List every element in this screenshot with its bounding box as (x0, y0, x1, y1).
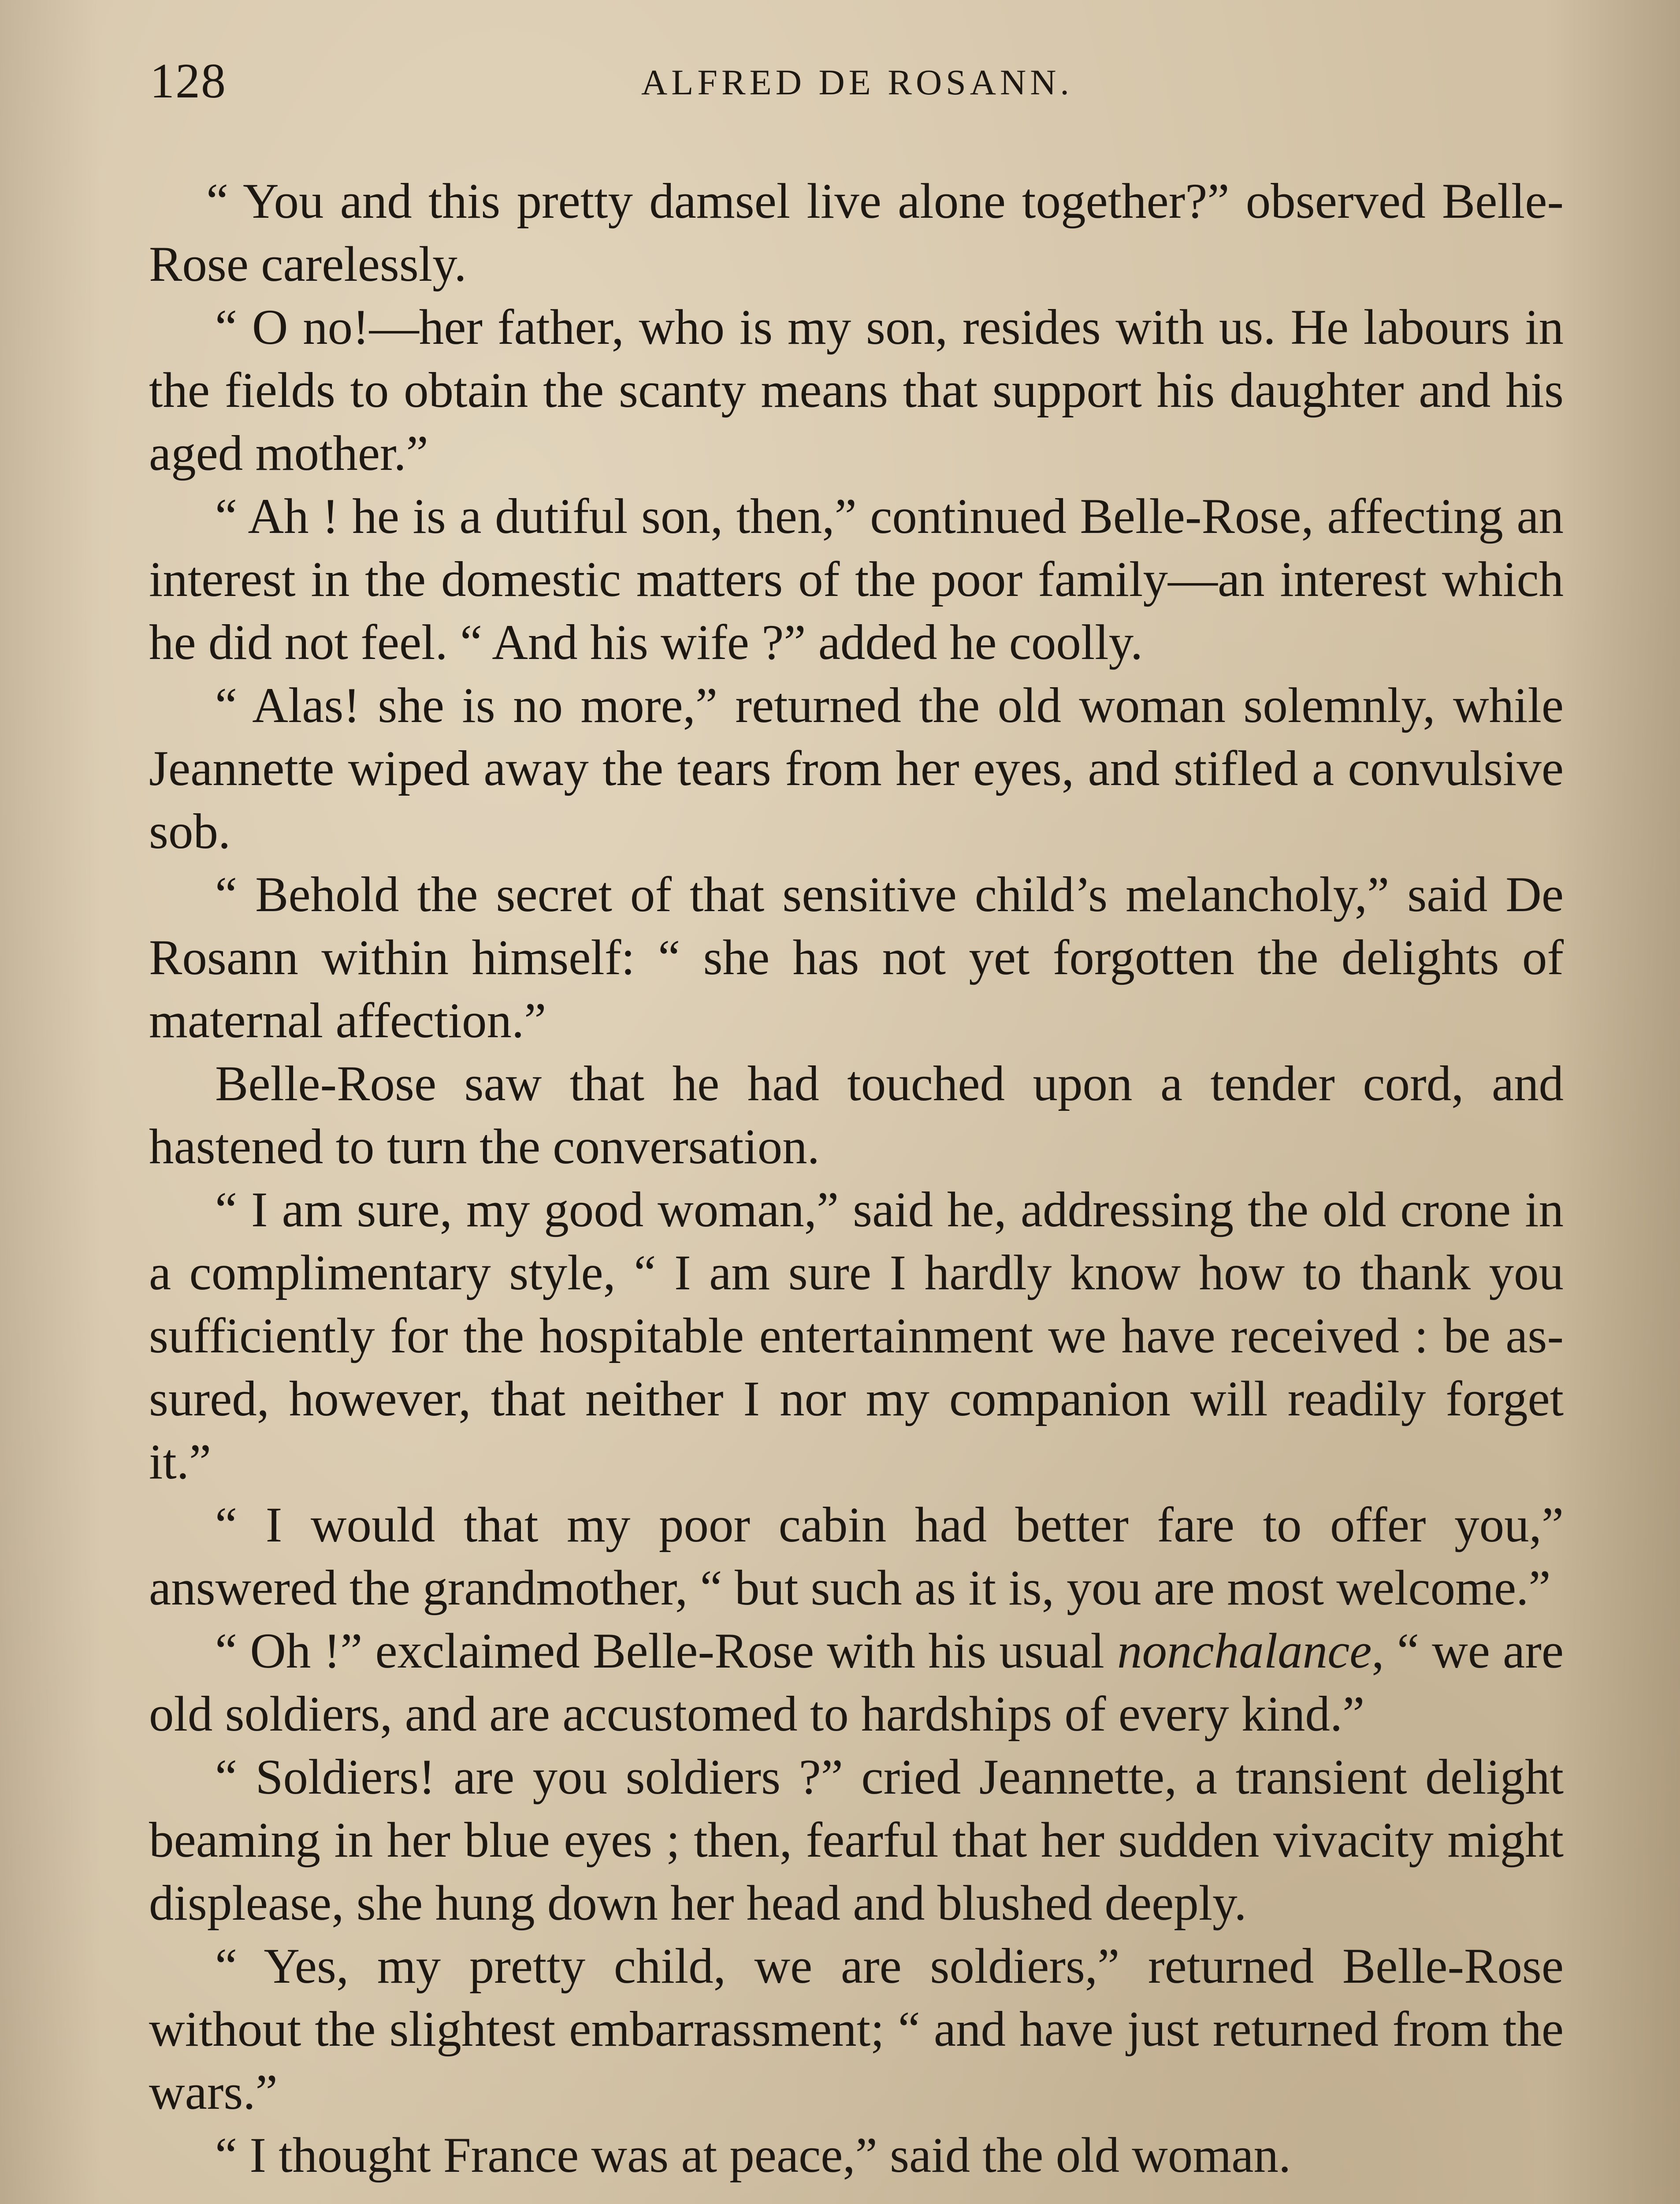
paragraph: “ Alas! she is no more,” returned the old woman solemnly, while Jeannette wiped away the tears from her eyes, and stifled a convulsive sob. (149, 678, 1564, 859)
running-head (150, 53, 1565, 119)
paragraph: “ You and this pretty damsel live alone together?” observed Belle-Rose carelessly. (149, 174, 1564, 292)
running-title: ALFRED DE ROSANN. (641, 62, 1073, 102)
paragraph: “ Ah ! he is a dutiful son, then,” continued Belle-Rose, affecting an interest in the domestic matters of the poor family—an interest which he did not feel. “ And his wife ?” added he coolly. (149, 489, 1564, 670)
paragraph-text: “ Oh !” exclaimed Belle-Rose with his usual (215, 1623, 1118, 1679)
paragraph: “ Soldiers! are you soldiers ?” cried Jeannette, a transient delight beaming in her blue eyes ; then, fearful that her sudden vivacity might displease, she hung down her head and blushed deeply. (149, 1750, 1564, 1931)
paragraph: “ Behold the secret of that sensitive child’s melancholy,” said De Rosann within himself: “ she has not yet forgotten the delights of maternal affection.” (149, 867, 1564, 1048)
paragraph-text: , “ we are old soldiers, and are accustomed to hardships of every kind.” (149, 1623, 1564, 1742)
paragraph: “ I would that my poor cabin had better fare to offer you,” answered the grandmother, “ but such as it is, you are most welcome.” (149, 1497, 1564, 1616)
paragraph (149, 1619, 1564, 1746)
paragraph: “ I am sure, my good woman,” said he, addressing the old crone in a complimentary style, “ I am sure I hardly know how to thank you sufficiently for the hospitable entertainment we have received : be assured, however, that neither I nor my companion will readily forget it.” (149, 1182, 1564, 1489)
paragraph: “ Yes, my pretty child, we are soldiers,” returned Belle-Rose without the slightest embarrassment; “ and have just returned from the wars.” (149, 1939, 1564, 2120)
italic-word: nonchalance (1117, 1623, 1372, 1679)
page-number: 128 (150, 54, 227, 108)
paragraph: “ I thought France was at peace,” said the old woman. (215, 2128, 1291, 2183)
paragraph: Belle-Rose saw that he had touched upon a tender cord, and hastened to turn the conversation. (149, 1056, 1564, 1174)
paragraph: “ O no!—her father, who is my son, resides with us. He labours in the fields to obtain the scanty means that support his daughter and his aged mother.” (149, 300, 1564, 481)
body-text (149, 170, 1564, 2187)
